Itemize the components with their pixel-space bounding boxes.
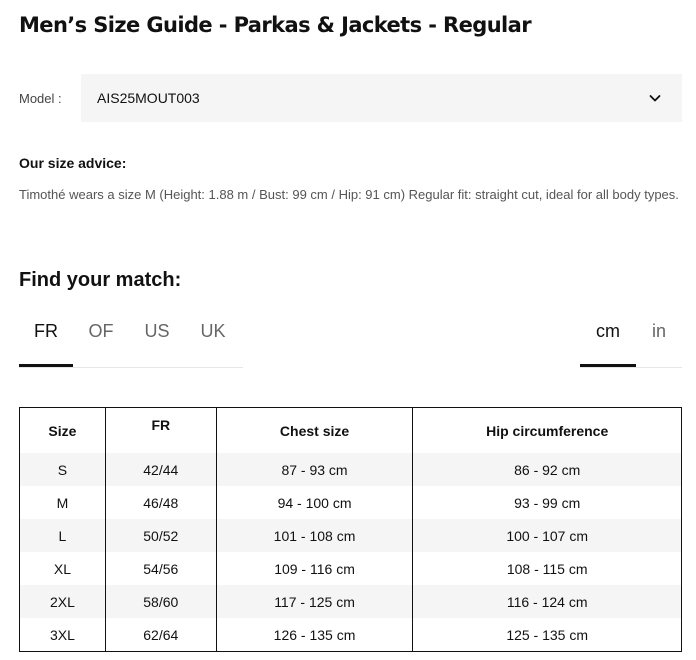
- cell-size: XL: [20, 552, 106, 585]
- table-row: [20, 453, 682, 486]
- tab-of[interactable]: OF: [88, 321, 114, 341]
- model-select-value: AIS25MOUT003: [97, 90, 200, 106]
- chevron-down-icon: [649, 92, 661, 104]
- tab-us[interactable]: US: [144, 321, 170, 341]
- cell-hip: 86 - 92 cm: [413, 453, 682, 486]
- table-row: [20, 585, 682, 618]
- cell-hip: 116 - 124 cm: [413, 585, 682, 618]
- cell-hip: 108 - 115 cm: [413, 552, 682, 585]
- cell-fr: 50/52: [105, 519, 216, 552]
- cell-chest: 109 - 116 cm: [216, 552, 413, 585]
- header-size: Size: [20, 408, 106, 454]
- header-hip: Hip circumference: [413, 408, 682, 454]
- cell-chest: 101 - 108 cm: [216, 519, 413, 552]
- cell-fr: 62/64: [105, 618, 216, 652]
- cell-chest: 126 - 135 cm: [216, 618, 413, 652]
- find-match-title: Find your match:: [19, 269, 182, 291]
- table-header-row: [20, 408, 682, 454]
- cell-hip: 93 - 99 cm: [413, 486, 682, 519]
- cell-fr: 54/56: [105, 552, 216, 585]
- unit-tabs: [580, 313, 682, 368]
- size-table: [19, 407, 682, 652]
- tab-uk[interactable]: UK: [200, 321, 226, 341]
- model-label: Model :: [19, 91, 62, 106]
- model-select[interactable]: [81, 74, 682, 122]
- table-row: [20, 486, 682, 519]
- table-row: [20, 519, 682, 552]
- size-advice-text: Timothé wears a size M (Height: 1.88 m / Bust: 99 cm / Hip: 91 cm) Regular fit: straight cut, ideal for all body types.: [19, 187, 679, 202]
- table-row: [20, 552, 682, 585]
- cell-fr: 46/48: [105, 486, 216, 519]
- cell-fr: 42/44: [105, 453, 216, 486]
- cell-chest: 87 - 93 cm: [216, 453, 413, 486]
- table-row: [20, 618, 682, 652]
- cell-size: L: [20, 519, 106, 552]
- cell-size: M: [20, 486, 106, 519]
- page-title: Men’s Size Guide - Parkas & Jackets - Regular: [19, 13, 531, 37]
- tab-fr[interactable]: FR: [19, 313, 73, 367]
- cell-size: 2XL: [20, 585, 106, 618]
- tab-in[interactable]: in: [651, 321, 666, 341]
- cell-chest: 94 - 100 cm: [216, 486, 413, 519]
- cell-hip: 125 - 135 cm: [413, 618, 682, 652]
- header-fr: FR: [105, 408, 216, 454]
- cell-chest: 117 - 125 cm: [216, 585, 413, 618]
- tab-cm[interactable]: cm: [580, 313, 636, 367]
- size-system-tabs: [19, 313, 243, 368]
- cell-size: 3XL: [20, 618, 106, 652]
- size-advice-title: Our size advice:: [19, 155, 127, 171]
- header-chest: Chest size: [216, 408, 413, 454]
- cell-fr: 58/60: [105, 585, 216, 618]
- cell-hip: 100 - 107 cm: [413, 519, 682, 552]
- cell-size: S: [20, 453, 106, 486]
